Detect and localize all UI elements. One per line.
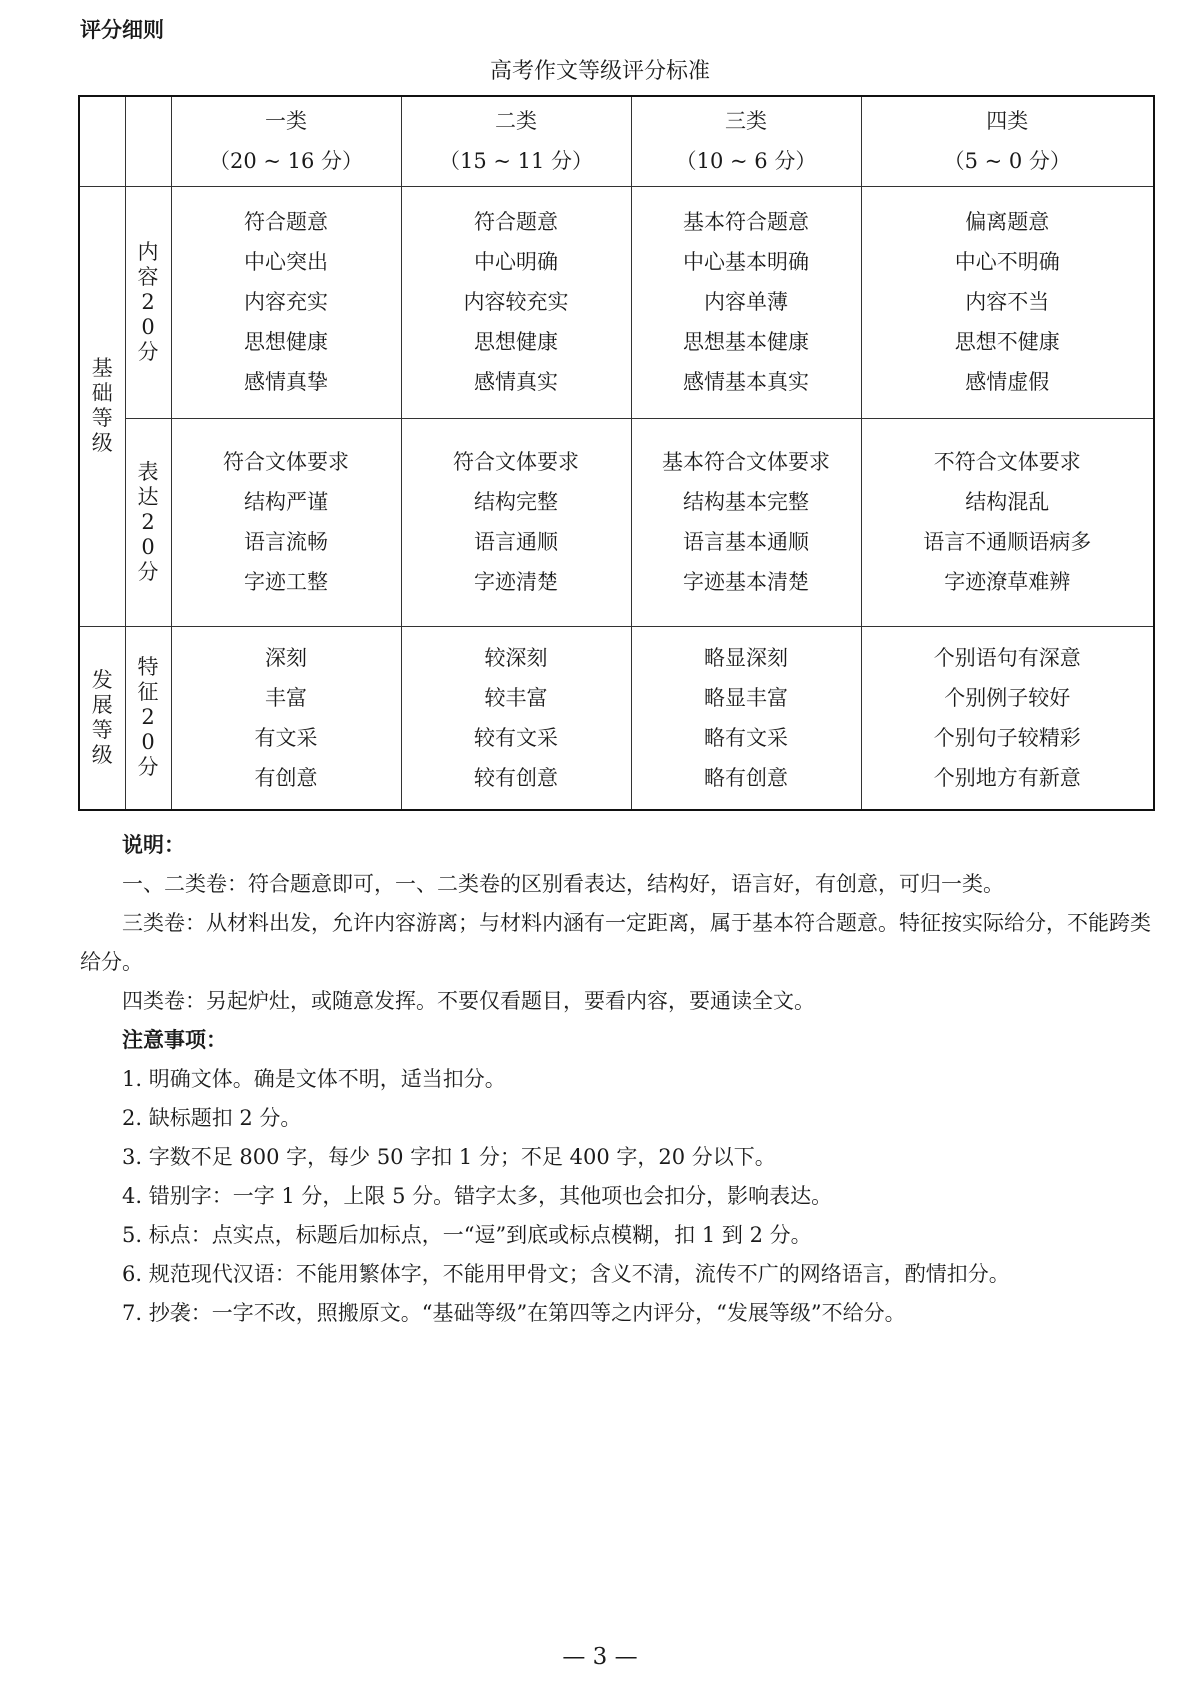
criterion: 偏离题意 xyxy=(965,210,1050,234)
criterion: 感情基本真实 xyxy=(683,370,809,394)
criteria-cell xyxy=(861,186,1154,418)
group-label-cell xyxy=(79,186,125,626)
page-number: — 3 — xyxy=(562,1644,638,1670)
criterion: 语言不通顺语病多 xyxy=(923,530,1092,554)
note-item: 7. 抄袭：一字不改，照搬原文。“基础等级”在第四等之内评分，“发展等级”不给分。 xyxy=(122,1301,906,1325)
criterion: 较深刻 xyxy=(484,645,548,670)
criterion: 略有创意 xyxy=(704,765,788,790)
criterion: 有创意 xyxy=(254,765,318,790)
column-range: （5 ~ 0 分） xyxy=(943,149,1071,174)
criterion: 感情真实 xyxy=(474,370,558,394)
criteria-cell xyxy=(171,186,401,418)
column-range: （10 ~ 6 分） xyxy=(675,149,817,174)
criterion: 内容不当 xyxy=(965,290,1050,314)
note-item: 1. 明确文体。确是文体不明，适当扣分。 xyxy=(122,1067,506,1091)
corner-cell xyxy=(125,96,171,186)
criterion: 内容充实 xyxy=(244,290,328,314)
table-row xyxy=(79,418,1154,626)
criterion: 基本符合题意 xyxy=(683,210,809,234)
criterion: 语言基本通顺 xyxy=(683,530,809,554)
criterion: 个别句子较精彩 xyxy=(933,725,1081,750)
criterion: 基本符合文体要求 xyxy=(662,450,830,474)
criterion: 思想健康 xyxy=(244,330,328,354)
criteria-cell xyxy=(861,626,1154,810)
column-name: 四类 xyxy=(986,109,1029,134)
criterion: 字迹清楚 xyxy=(474,570,558,594)
criteria-cell xyxy=(861,418,1154,626)
criteria-cell xyxy=(171,626,401,810)
column-header xyxy=(171,96,401,186)
row-label-cell xyxy=(125,626,171,810)
criterion: 中心不明确 xyxy=(954,250,1060,274)
criterion: 思想不健康 xyxy=(954,330,1060,354)
criteria-cell xyxy=(631,186,861,418)
criterion: 中心突出 xyxy=(244,250,328,274)
criterion: 内容较充实 xyxy=(463,290,569,314)
criterion: 较有文采 xyxy=(474,725,558,750)
criterion: 不符合文体要求 xyxy=(933,450,1081,474)
note-item: 3. 字数不足 800 字，每少 50 字扣 1 分；不足 400 字，20 分以下。 xyxy=(122,1145,776,1169)
grading-table xyxy=(78,95,1155,811)
row-label-cell xyxy=(125,418,171,626)
group-label: 发展等级 xyxy=(91,667,113,767)
criterion: 符合题意 xyxy=(244,210,328,234)
column-header xyxy=(631,96,861,186)
criteria-cell xyxy=(401,418,631,626)
criterion: 较有创意 xyxy=(474,765,558,790)
criterion: 个别语句有深意 xyxy=(933,645,1081,670)
criterion: 感情真挚 xyxy=(244,370,328,394)
criterion: 字迹工整 xyxy=(244,570,328,594)
notes-section xyxy=(80,826,1155,1333)
explanation-paragraph: 一、二类卷：符合题意即可，一、二类卷的区别看表达，结构好，语言好，有创意，可归一类。 xyxy=(122,872,1004,896)
criterion: 有文采 xyxy=(254,725,318,750)
row-label: 表达20分 xyxy=(137,459,159,584)
criterion: 中心基本明确 xyxy=(683,250,809,274)
criterion: 略显丰富 xyxy=(704,685,788,710)
criterion: 略显深刻 xyxy=(704,645,788,670)
criterion: 结构混乱 xyxy=(965,490,1050,514)
criterion: 中心明确 xyxy=(474,250,558,274)
row-label: 特征20分 xyxy=(137,655,159,780)
criterion: 符合文体要求 xyxy=(453,450,579,474)
criterion: 感情虚假 xyxy=(965,370,1050,394)
column-name: 二类 xyxy=(495,109,537,134)
notes-heading: 注意事项： xyxy=(122,1028,227,1052)
criterion: 较丰富 xyxy=(484,685,548,710)
criterion: 结构严谨 xyxy=(244,490,328,514)
explanation-paragraph: 四类卷：另起炉灶，或随意发挥。不要仅看题目，要看内容，要通读全文。 xyxy=(122,989,815,1013)
criterion: 字迹基本清楚 xyxy=(683,570,809,594)
group-label: 基础等级 xyxy=(91,356,113,455)
note-item: 6. 规范现代汉语：不能用繁体字，不能用甲骨文；含义不清，流传不广的网络语言，酌情扣分。 xyxy=(122,1262,1010,1286)
criterion: 语言通顺 xyxy=(474,530,558,554)
explanation-paragraph: 三类卷：从材料出发，允许内容游离；与材料内涵有一定距离，属于基本符合题意。特征按实际给分，不能跨类给分。 xyxy=(80,911,1151,974)
criteria-cell xyxy=(631,626,861,810)
criterion: 丰富 xyxy=(265,685,307,710)
criterion: 语言流畅 xyxy=(244,530,328,554)
criterion: 内容单薄 xyxy=(704,290,788,314)
criterion: 略有文采 xyxy=(704,725,788,750)
criterion: 字迹潦草难辨 xyxy=(944,570,1071,594)
note-item: 5. 标点：点实点，标题后加标点，一“逗”到底或标点模糊，扣 1 到 2 分。 xyxy=(122,1223,812,1247)
criterion: 符合题意 xyxy=(474,210,558,234)
criteria-cell xyxy=(401,626,631,810)
criterion: 结构基本完整 xyxy=(683,490,809,514)
column-range: （20 ~ 16 分） xyxy=(208,149,364,174)
column-range: （15 ~ 11 分） xyxy=(438,149,594,174)
criterion: 深刻 xyxy=(265,645,307,670)
table-row xyxy=(79,626,1154,810)
note-item: 2. 缺标题扣 2 分。 xyxy=(122,1106,302,1130)
criterion: 符合文体要求 xyxy=(223,450,349,474)
criteria-cell xyxy=(401,186,631,418)
criterion: 个别地方有新意 xyxy=(933,765,1081,790)
column-name: 三类 xyxy=(725,109,767,134)
criteria-cell xyxy=(171,418,401,626)
corner-cell xyxy=(79,96,125,186)
header-row xyxy=(79,96,1154,186)
column-header xyxy=(861,96,1154,186)
criterion: 结构完整 xyxy=(474,490,558,514)
criterion: 思想基本健康 xyxy=(683,330,809,354)
section-heading: 评分细则 xyxy=(80,18,164,42)
criterion: 思想健康 xyxy=(474,330,558,354)
criterion: 个别例子较好 xyxy=(944,685,1071,710)
criteria-cell xyxy=(631,418,861,626)
note-item: 4. 错别字：一字 1 分，上限 5 分。错字太多，其他项也会扣分，影响表达。 xyxy=(122,1184,833,1208)
table-title: 高考作文等级评分标准 xyxy=(489,59,710,84)
group-label-cell xyxy=(79,626,125,810)
explanation-heading: 说明： xyxy=(122,833,185,857)
row-label: 内容20分 xyxy=(137,239,159,364)
column-name: 一类 xyxy=(265,109,307,134)
table-row xyxy=(79,186,1154,418)
column-header xyxy=(401,96,631,186)
row-label-cell xyxy=(125,186,171,418)
